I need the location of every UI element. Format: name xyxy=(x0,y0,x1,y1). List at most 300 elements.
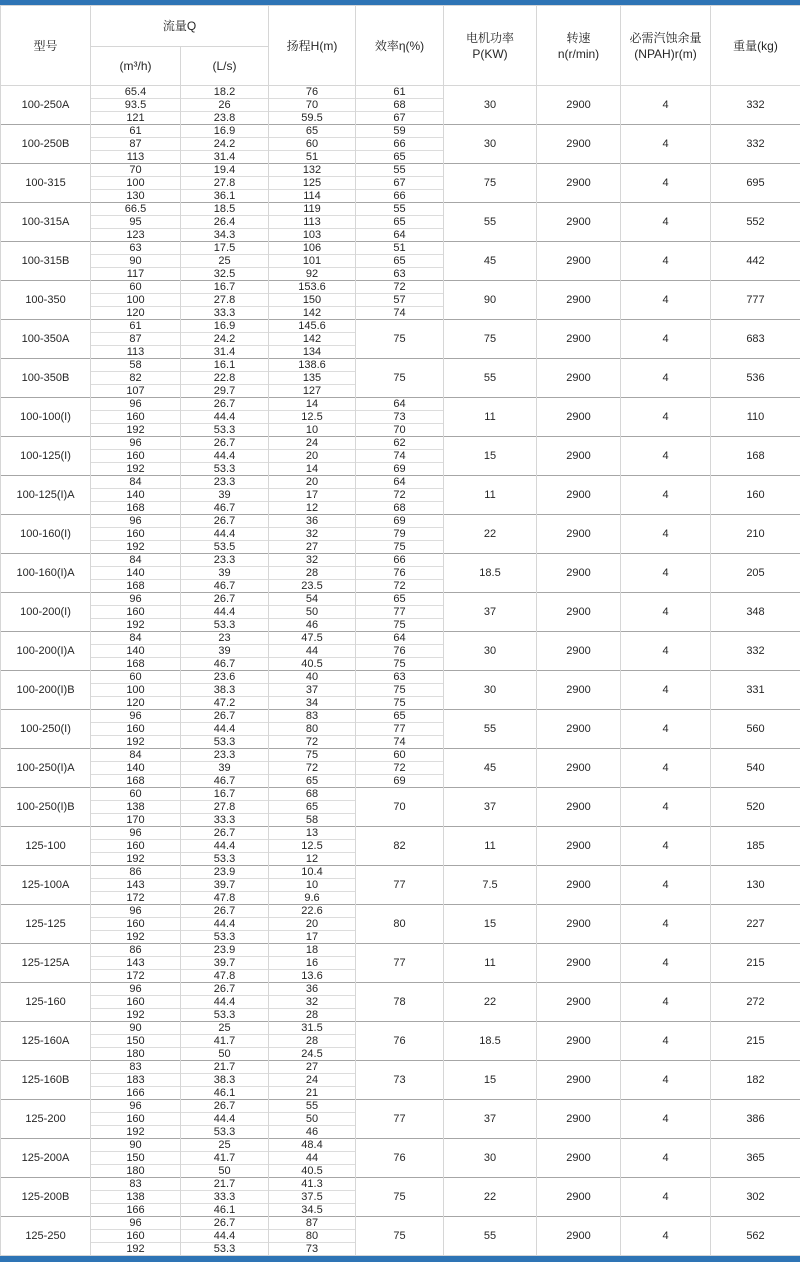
efficiency-cell: 74 xyxy=(356,450,444,463)
flow-ls-cell: 46.7 xyxy=(181,658,269,671)
head-cell: 50 xyxy=(269,606,356,619)
weight-cell: 777 xyxy=(711,281,800,320)
model-cell: 100-200(I)B xyxy=(1,671,91,710)
efficiency-cell: 78 xyxy=(356,983,444,1022)
flow-m3h-cell: 63 xyxy=(91,242,181,255)
flow-ls-cell: 44.4 xyxy=(181,606,269,619)
header-power-line2: P(KW) xyxy=(444,46,536,62)
efficiency-cell: 67 xyxy=(356,177,444,190)
flow-ls-cell: 53.3 xyxy=(181,619,269,632)
speed-cell: 2900 xyxy=(537,203,621,242)
table-row xyxy=(1,1139,800,1152)
head-cell: 10 xyxy=(269,424,356,437)
power-cell: 18.5 xyxy=(444,554,537,593)
efficiency-cell: 63 xyxy=(356,671,444,684)
head-cell: 37.5 xyxy=(269,1191,356,1204)
efficiency-cell: 77 xyxy=(356,723,444,736)
weight-cell: 560 xyxy=(711,710,800,749)
speed-cell: 2900 xyxy=(537,710,621,749)
head-cell: 21 xyxy=(269,1087,356,1100)
head-cell: 10 xyxy=(269,879,356,892)
header-efficiency: 效率η(%) xyxy=(356,6,444,86)
head-cell: 60 xyxy=(269,138,356,151)
flow-m3h-cell: 183 xyxy=(91,1074,181,1087)
flow-ls-cell: 39 xyxy=(181,762,269,775)
power-cell: 45 xyxy=(444,749,537,788)
head-cell: 28 xyxy=(269,567,356,580)
power-cell: 45 xyxy=(444,242,537,281)
flow-m3h-cell: 170 xyxy=(91,814,181,827)
flow-m3h-cell: 166 xyxy=(91,1087,181,1100)
npsh-cell: 4 xyxy=(621,1100,711,1139)
head-cell: 14 xyxy=(269,463,356,476)
model-cell: 100-125(I)A xyxy=(1,476,91,515)
npsh-cell: 4 xyxy=(621,437,711,476)
flow-ls-cell: 25 xyxy=(181,1139,269,1152)
flow-ls-cell: 33.3 xyxy=(181,1191,269,1204)
head-cell: 16 xyxy=(269,957,356,970)
flow-ls-cell: 25 xyxy=(181,255,269,268)
flow-m3h-cell: 192 xyxy=(91,736,181,749)
efficiency-cell: 76 xyxy=(356,645,444,658)
flow-m3h-cell: 160 xyxy=(91,723,181,736)
head-cell: 23.5 xyxy=(269,580,356,593)
weight-cell: 442 xyxy=(711,242,800,281)
power-cell: 75 xyxy=(444,320,537,359)
head-cell: 106 xyxy=(269,242,356,255)
power-cell: 30 xyxy=(444,671,537,710)
model-cell: 125-160B xyxy=(1,1061,91,1100)
npsh-cell: 4 xyxy=(621,710,711,749)
power-cell: 11 xyxy=(444,944,537,983)
flow-ls-cell: 38.3 xyxy=(181,1074,269,1087)
flow-ls-cell: 44.4 xyxy=(181,450,269,463)
model-cell: 125-125A xyxy=(1,944,91,983)
speed-cell: 2900 xyxy=(537,1061,621,1100)
flow-ls-cell: 46.7 xyxy=(181,775,269,788)
npsh-cell: 4 xyxy=(621,86,711,125)
weight-cell: 272 xyxy=(711,983,800,1022)
flow-ls-cell: 47.8 xyxy=(181,892,269,905)
weight-cell: 552 xyxy=(711,203,800,242)
head-cell: 153.6 xyxy=(269,281,356,294)
weight-cell: 562 xyxy=(711,1217,800,1256)
head-cell: 65 xyxy=(269,125,356,138)
head-cell: 73 xyxy=(269,1243,356,1256)
power-cell: 22 xyxy=(444,1178,537,1217)
head-cell: 12.5 xyxy=(269,411,356,424)
pump-spec-table xyxy=(0,5,800,1256)
header-npsh-line1: 必需汽蚀余量 xyxy=(621,30,710,46)
head-cell: 44 xyxy=(269,1152,356,1165)
efficiency-cell: 69 xyxy=(356,515,444,528)
flow-m3h-cell: 96 xyxy=(91,983,181,996)
speed-cell: 2900 xyxy=(537,944,621,983)
head-cell: 72 xyxy=(269,762,356,775)
head-cell: 58 xyxy=(269,814,356,827)
table-row xyxy=(1,788,800,801)
flow-m3h-cell: 168 xyxy=(91,658,181,671)
table-body xyxy=(1,86,800,1256)
head-cell: 32 xyxy=(269,996,356,1009)
weight-cell: 386 xyxy=(711,1100,800,1139)
model-cell: 100-350 xyxy=(1,281,91,320)
npsh-cell: 4 xyxy=(621,671,711,710)
flow-m3h-cell: 86 xyxy=(91,944,181,957)
table-row xyxy=(1,437,800,450)
efficiency-cell: 68 xyxy=(356,99,444,112)
table-row xyxy=(1,593,800,606)
speed-cell: 2900 xyxy=(537,515,621,554)
npsh-cell: 4 xyxy=(621,515,711,554)
flow-ls-cell: 26.7 xyxy=(181,905,269,918)
head-cell: 68 xyxy=(269,788,356,801)
flow-m3h-cell: 150 xyxy=(91,1035,181,1048)
speed-cell: 2900 xyxy=(537,86,621,125)
head-cell: 59.5 xyxy=(269,112,356,125)
head-cell: 134 xyxy=(269,346,356,359)
flow-m3h-cell: 192 xyxy=(91,931,181,944)
efficiency-cell: 66 xyxy=(356,554,444,567)
head-cell: 54 xyxy=(269,593,356,606)
power-cell: 55 xyxy=(444,359,537,398)
header-flow-ls: (L/s) xyxy=(181,47,269,86)
table-row xyxy=(1,1217,800,1230)
flow-m3h-cell: 107 xyxy=(91,385,181,398)
flow-ls-cell: 44.4 xyxy=(181,528,269,541)
head-cell: 36 xyxy=(269,983,356,996)
weight-cell: 302 xyxy=(711,1178,800,1217)
speed-cell: 2900 xyxy=(537,593,621,632)
flow-m3h-cell: 60 xyxy=(91,671,181,684)
flow-m3h-cell: 192 xyxy=(91,463,181,476)
flow-ls-cell: 53.3 xyxy=(181,1126,269,1139)
efficiency-cell: 75 xyxy=(356,684,444,697)
efficiency-cell: 67 xyxy=(356,112,444,125)
weight-cell: 168 xyxy=(711,437,800,476)
flow-ls-cell: 46.7 xyxy=(181,580,269,593)
head-cell: 24 xyxy=(269,1074,356,1087)
speed-cell: 2900 xyxy=(537,749,621,788)
head-cell: 125 xyxy=(269,177,356,190)
flow-ls-cell: 18.5 xyxy=(181,203,269,216)
flow-ls-cell: 16.7 xyxy=(181,788,269,801)
flow-m3h-cell: 93.5 xyxy=(91,99,181,112)
efficiency-cell: 77 xyxy=(356,1100,444,1139)
flow-ls-cell: 27.8 xyxy=(181,294,269,307)
flow-m3h-cell: 60 xyxy=(91,281,181,294)
flow-m3h-cell: 84 xyxy=(91,476,181,489)
weight-cell: 695 xyxy=(711,164,800,203)
efficiency-cell: 73 xyxy=(356,1061,444,1100)
speed-cell: 2900 xyxy=(537,1139,621,1178)
efficiency-cell: 59 xyxy=(356,125,444,138)
head-cell: 12.5 xyxy=(269,840,356,853)
header-speed-line1: 转速 xyxy=(537,30,620,46)
table-row xyxy=(1,242,800,255)
speed-cell: 2900 xyxy=(537,164,621,203)
head-cell: 145.6 xyxy=(269,320,356,333)
efficiency-cell: 64 xyxy=(356,398,444,411)
flow-ls-cell: 26.7 xyxy=(181,398,269,411)
head-cell: 119 xyxy=(269,203,356,216)
npsh-cell: 4 xyxy=(621,905,711,944)
flow-m3h-cell: 120 xyxy=(91,307,181,320)
power-cell: 11 xyxy=(444,827,537,866)
head-cell: 34.5 xyxy=(269,1204,356,1217)
flow-m3h-cell: 121 xyxy=(91,112,181,125)
flow-m3h-cell: 90 xyxy=(91,1139,181,1152)
head-cell: 24.5 xyxy=(269,1048,356,1061)
power-cell: 15 xyxy=(444,905,537,944)
efficiency-cell: 76 xyxy=(356,567,444,580)
efficiency-cell: 65 xyxy=(356,710,444,723)
power-cell: 75 xyxy=(444,164,537,203)
power-cell: 11 xyxy=(444,476,537,515)
power-cell: 11 xyxy=(444,398,537,437)
head-cell: 135 xyxy=(269,372,356,385)
speed-cell: 2900 xyxy=(537,866,621,905)
model-cell: 125-250 xyxy=(1,1217,91,1256)
flow-m3h-cell: 192 xyxy=(91,1243,181,1256)
flow-m3h-cell: 113 xyxy=(91,151,181,164)
npsh-cell: 4 xyxy=(621,203,711,242)
header-npsh-line2: (NPAH)r(m) xyxy=(621,46,710,62)
speed-cell: 2900 xyxy=(537,242,621,281)
speed-cell: 2900 xyxy=(537,1178,621,1217)
flow-ls-cell: 16.1 xyxy=(181,359,269,372)
table-row xyxy=(1,281,800,294)
efficiency-cell: 70 xyxy=(356,424,444,437)
flow-ls-cell: 23.8 xyxy=(181,112,269,125)
model-cell: 100-350A xyxy=(1,320,91,359)
table-row xyxy=(1,203,800,216)
head-cell: 46 xyxy=(269,619,356,632)
flow-ls-cell: 21.7 xyxy=(181,1061,269,1074)
model-cell: 125-200A xyxy=(1,1139,91,1178)
weight-cell: 683 xyxy=(711,320,800,359)
power-cell: 55 xyxy=(444,710,537,749)
flow-ls-cell: 53.3 xyxy=(181,736,269,749)
speed-cell: 2900 xyxy=(537,554,621,593)
head-cell: 27 xyxy=(269,1061,356,1074)
flow-ls-cell: 26.7 xyxy=(181,710,269,723)
flow-m3h-cell: 100 xyxy=(91,684,181,697)
flow-m3h-cell: 87 xyxy=(91,333,181,346)
head-cell: 17 xyxy=(269,489,356,502)
efficiency-cell: 65 xyxy=(356,151,444,164)
flow-ls-cell: 39 xyxy=(181,645,269,658)
npsh-cell: 4 xyxy=(621,1178,711,1217)
head-cell: 92 xyxy=(269,268,356,281)
weight-cell: 332 xyxy=(711,86,800,125)
head-cell: 76 xyxy=(269,86,356,99)
speed-cell: 2900 xyxy=(537,320,621,359)
head-cell: 40.5 xyxy=(269,658,356,671)
flow-ls-cell: 17.5 xyxy=(181,242,269,255)
efficiency-cell: 75 xyxy=(356,697,444,710)
power-cell: 90 xyxy=(444,281,537,320)
flow-ls-cell: 27.8 xyxy=(181,801,269,814)
flow-ls-cell: 47.8 xyxy=(181,970,269,983)
model-cell: 100-315A xyxy=(1,203,91,242)
efficiency-cell: 77 xyxy=(356,866,444,905)
efficiency-cell: 82 xyxy=(356,827,444,866)
flow-m3h-cell: 96 xyxy=(91,1100,181,1113)
header-flow-m3h: (m³/h) xyxy=(91,47,181,86)
head-cell: 127 xyxy=(269,385,356,398)
head-cell: 138.6 xyxy=(269,359,356,372)
flow-ls-cell: 22.8 xyxy=(181,372,269,385)
flow-ls-cell: 39 xyxy=(181,567,269,580)
flow-m3h-cell: 143 xyxy=(91,879,181,892)
speed-cell: 2900 xyxy=(537,125,621,164)
flow-ls-cell: 26.7 xyxy=(181,1217,269,1230)
flow-ls-cell: 31.4 xyxy=(181,346,269,359)
model-cell: 125-160A xyxy=(1,1022,91,1061)
flow-ls-cell: 46.1 xyxy=(181,1087,269,1100)
header-speed-line2: n(r/min) xyxy=(537,46,620,62)
efficiency-cell: 64 xyxy=(356,632,444,645)
weight-cell: 210 xyxy=(711,515,800,554)
flow-ls-cell: 41.7 xyxy=(181,1035,269,1048)
efficiency-cell: 55 xyxy=(356,203,444,216)
model-cell: 125-100A xyxy=(1,866,91,905)
efficiency-cell: 63 xyxy=(356,268,444,281)
flow-ls-cell: 23.3 xyxy=(181,554,269,567)
efficiency-cell: 75 xyxy=(356,320,444,359)
efficiency-cell: 77 xyxy=(356,606,444,619)
flow-m3h-cell: 100 xyxy=(91,294,181,307)
speed-cell: 2900 xyxy=(537,905,621,944)
flow-ls-cell: 38.3 xyxy=(181,684,269,697)
model-cell: 100-200(I) xyxy=(1,593,91,632)
head-cell: 48.4 xyxy=(269,1139,356,1152)
table-header xyxy=(1,6,800,86)
npsh-cell: 4 xyxy=(621,320,711,359)
head-cell: 65 xyxy=(269,775,356,788)
flow-ls-cell: 44.4 xyxy=(181,1230,269,1243)
head-cell: 13.6 xyxy=(269,970,356,983)
flow-m3h-cell: 160 xyxy=(91,996,181,1009)
efficiency-cell: 74 xyxy=(356,307,444,320)
flow-ls-cell: 16.9 xyxy=(181,125,269,138)
head-cell: 114 xyxy=(269,190,356,203)
flow-ls-cell: 44.4 xyxy=(181,840,269,853)
flow-m3h-cell: 83 xyxy=(91,1178,181,1191)
flow-m3h-cell: 160 xyxy=(91,1230,181,1243)
flow-ls-cell: 16.9 xyxy=(181,320,269,333)
efficiency-cell: 72 xyxy=(356,580,444,593)
head-cell: 80 xyxy=(269,1230,356,1243)
flow-ls-cell: 34.3 xyxy=(181,229,269,242)
speed-cell: 2900 xyxy=(537,671,621,710)
npsh-cell: 4 xyxy=(621,242,711,281)
npsh-cell: 4 xyxy=(621,749,711,788)
flow-ls-cell: 23.9 xyxy=(181,944,269,957)
npsh-cell: 4 xyxy=(621,398,711,437)
flow-ls-cell: 24.2 xyxy=(181,138,269,151)
flow-m3h-cell: 84 xyxy=(91,749,181,762)
power-cell: 22 xyxy=(444,515,537,554)
flow-ls-cell: 26.7 xyxy=(181,593,269,606)
flow-ls-cell: 23.3 xyxy=(181,476,269,489)
power-cell: 22 xyxy=(444,983,537,1022)
flow-m3h-cell: 61 xyxy=(91,320,181,333)
flow-m3h-cell: 160 xyxy=(91,918,181,931)
flow-m3h-cell: 96 xyxy=(91,593,181,606)
flow-ls-cell: 23.3 xyxy=(181,749,269,762)
power-cell: 55 xyxy=(444,1217,537,1256)
flow-m3h-cell: 172 xyxy=(91,892,181,905)
head-cell: 80 xyxy=(269,723,356,736)
head-cell: 37 xyxy=(269,684,356,697)
table-row xyxy=(1,710,800,723)
flow-m3h-cell: 87 xyxy=(91,138,181,151)
weight-cell: 160 xyxy=(711,476,800,515)
flow-m3h-cell: 192 xyxy=(91,853,181,866)
efficiency-cell: 69 xyxy=(356,775,444,788)
power-cell: 18.5 xyxy=(444,1022,537,1061)
flow-m3h-cell: 113 xyxy=(91,346,181,359)
flow-ls-cell: 33.3 xyxy=(181,814,269,827)
model-cell: 100-250(I)A xyxy=(1,749,91,788)
flow-m3h-cell: 130 xyxy=(91,190,181,203)
power-cell: 30 xyxy=(444,1139,537,1178)
header-power xyxy=(444,6,537,86)
weight-cell: 110 xyxy=(711,398,800,437)
efficiency-cell: 55 xyxy=(356,164,444,177)
flow-m3h-cell: 180 xyxy=(91,1165,181,1178)
flow-m3h-cell: 96 xyxy=(91,437,181,450)
flow-m3h-cell: 96 xyxy=(91,827,181,840)
efficiency-cell: 66 xyxy=(356,190,444,203)
table-row xyxy=(1,164,800,177)
flow-ls-cell: 46.7 xyxy=(181,502,269,515)
flow-ls-cell: 26.7 xyxy=(181,515,269,528)
head-cell: 22.6 xyxy=(269,905,356,918)
flow-ls-cell: 53.3 xyxy=(181,463,269,476)
table-row xyxy=(1,944,800,957)
efficiency-cell: 70 xyxy=(356,788,444,827)
flow-m3h-cell: 100 xyxy=(91,177,181,190)
flow-m3h-cell: 192 xyxy=(91,541,181,554)
head-cell: 36 xyxy=(269,515,356,528)
npsh-cell: 4 xyxy=(621,944,711,983)
head-cell: 32 xyxy=(269,554,356,567)
flow-ls-cell: 44.4 xyxy=(181,918,269,931)
speed-cell: 2900 xyxy=(537,1022,621,1061)
efficiency-cell: 79 xyxy=(356,528,444,541)
npsh-cell: 4 xyxy=(621,1022,711,1061)
flow-ls-cell: 44.4 xyxy=(181,411,269,424)
power-cell: 7.5 xyxy=(444,866,537,905)
flow-ls-cell: 50 xyxy=(181,1048,269,1061)
flow-m3h-cell: 117 xyxy=(91,268,181,281)
flow-ls-cell: 53.3 xyxy=(181,424,269,437)
head-cell: 55 xyxy=(269,1100,356,1113)
header-speed xyxy=(537,6,621,86)
weight-cell: 331 xyxy=(711,671,800,710)
head-cell: 65 xyxy=(269,801,356,814)
table-row xyxy=(1,554,800,567)
head-cell: 9.6 xyxy=(269,892,356,905)
head-cell: 113 xyxy=(269,216,356,229)
head-cell: 70 xyxy=(269,99,356,112)
npsh-cell: 4 xyxy=(621,1139,711,1178)
flow-m3h-cell: 96 xyxy=(91,710,181,723)
table-row xyxy=(1,905,800,918)
